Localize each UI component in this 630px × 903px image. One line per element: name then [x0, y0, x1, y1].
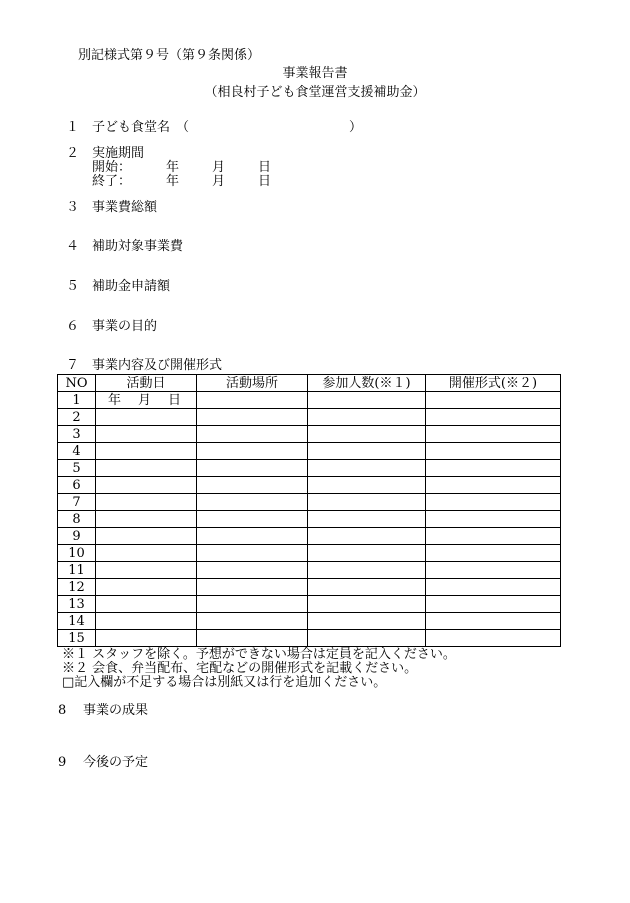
activity-date-cell[interactable]: [96, 426, 197, 443]
activity-date-cell[interactable]: [96, 562, 197, 579]
activity-place-cell[interactable]: [197, 392, 308, 409]
format-cell[interactable]: [426, 511, 561, 528]
column-header-format: 開催形式(※２): [426, 375, 561, 392]
activity-date-cell[interactable]: [96, 511, 197, 528]
section-number: ２: [66, 146, 80, 161]
table-row: [58, 545, 561, 562]
name-paren-open: （: [176, 120, 190, 135]
section-activity-details: [66, 359, 222, 374]
section-future-plans: [58, 756, 148, 771]
table-body: [58, 392, 561, 647]
section-number: 8: [58, 703, 67, 718]
activity-date-cell[interactable]: [96, 545, 197, 562]
row-number-cell: 15: [58, 630, 96, 647]
format-cell[interactable]: [426, 409, 561, 426]
format-cell[interactable]: [426, 392, 561, 409]
table-row: [58, 392, 561, 409]
activity-place-cell[interactable]: [197, 545, 308, 562]
row-number-cell: 2: [58, 409, 96, 426]
section-number: ６: [66, 319, 80, 334]
row-number-cell: 11: [58, 562, 96, 579]
footnote-format: ※２ 会食、弁当配布、宅配などの開催形式を記載ください。: [62, 661, 418, 676]
section-label: 補助対象事業費: [92, 239, 184, 254]
activity-place-cell[interactable]: [197, 494, 308, 511]
table-row: [58, 528, 561, 545]
row-number-cell: 14: [58, 613, 96, 630]
table-row: [58, 460, 561, 477]
table-row: [58, 494, 561, 511]
period-end-row: [92, 175, 271, 190]
participants-cell[interactable]: [308, 579, 426, 596]
participants-cell[interactable]: [308, 409, 426, 426]
row-number-cell: 4: [58, 443, 96, 460]
activity-place-cell[interactable]: [197, 579, 308, 596]
participants-cell[interactable]: [308, 494, 426, 511]
year-unit: 年: [166, 174, 180, 189]
column-header-participants: 参加人数(※１): [308, 375, 426, 392]
table-row: [58, 477, 561, 494]
activity-date-cell[interactable]: [96, 477, 197, 494]
participants-cell[interactable]: [308, 613, 426, 630]
format-cell[interactable]: [426, 426, 561, 443]
table-row: [58, 579, 561, 596]
table-row: [58, 409, 561, 426]
section-number: ３: [66, 200, 80, 215]
activity-table: [57, 374, 561, 647]
table-row: [58, 630, 561, 647]
activity-place-cell[interactable]: [197, 630, 308, 647]
format-cell[interactable]: [426, 477, 561, 494]
activity-date-cell[interactable]: [96, 528, 197, 545]
row-number-cell: 12: [58, 579, 96, 596]
name-paren-close: ）: [349, 120, 363, 135]
section-eligible-cost: [66, 240, 183, 255]
participants-cell[interactable]: [308, 511, 426, 528]
document-subtitle: （相良村子ども食堂運営支援補助金）: [204, 85, 426, 100]
table-row: [58, 562, 561, 579]
section-number: ５: [66, 279, 80, 294]
section-label: 事業内容及び開催形式: [92, 358, 223, 373]
section-label: 事業の成果: [83, 703, 149, 718]
table-header-row: [58, 375, 561, 392]
format-cell[interactable]: [426, 545, 561, 562]
activity-date-cell[interactable]: [96, 630, 197, 647]
format-cell[interactable]: [426, 562, 561, 579]
activity-place-cell[interactable]: [197, 613, 308, 630]
table-row: [58, 443, 561, 460]
day-unit: 日: [258, 160, 272, 175]
section-number: １: [66, 120, 80, 135]
footnote-participants: ※１ スタッフを除く。予想ができない場合は定員を記入ください。: [62, 647, 456, 662]
row-number-cell: 6: [58, 477, 96, 494]
year-unit: 年: [166, 160, 180, 175]
year-unit: 年: [108, 392, 122, 408]
activity-place-cell[interactable]: [197, 477, 308, 494]
section-label: 事業の目的: [92, 319, 158, 334]
row-number-cell: 10: [58, 545, 96, 562]
section-label: 補助金申請額: [92, 279, 171, 294]
column-header-place: 活動場所: [197, 375, 308, 392]
activity-date-cell[interactable]: [96, 443, 197, 460]
section-results: [58, 704, 148, 719]
activity-date-cell[interactable]: [96, 392, 197, 409]
participants-cell[interactable]: [308, 460, 426, 477]
participants-cell[interactable]: [308, 596, 426, 613]
activity-place-cell[interactable]: [197, 528, 308, 545]
format-cell[interactable]: [426, 460, 561, 477]
participants-cell[interactable]: [308, 392, 426, 409]
section-number: ７: [66, 358, 80, 373]
document-title: 事業報告書: [282, 66, 348, 81]
table-row: [58, 613, 561, 630]
table-row: [58, 426, 561, 443]
period-start-label: 開始：: [92, 160, 132, 175]
day-unit: 日: [258, 174, 272, 189]
column-header-date: 活動日: [96, 375, 197, 392]
activity-place-cell[interactable]: [197, 443, 308, 460]
section-cafeteria-name: [66, 121, 362, 136]
row-number-cell: 13: [58, 596, 96, 613]
footnote-add-rows: □記入欄が不足する場合は別紙又は行を追加ください。: [62, 675, 387, 690]
activity-place-cell[interactable]: [197, 426, 308, 443]
section-subsidy-amount: [66, 280, 170, 295]
format-cell[interactable]: [426, 630, 561, 647]
day-unit: 日: [168, 392, 182, 408]
participants-cell[interactable]: [308, 630, 426, 647]
activity-date-cell[interactable]: [96, 409, 197, 426]
section-label: 今後の予定: [83, 755, 149, 770]
section-label: 事業費総額: [92, 200, 158, 215]
activity-date-cell[interactable]: [96, 596, 197, 613]
row-number-cell: 9: [58, 528, 96, 545]
participants-cell[interactable]: [308, 443, 426, 460]
table-row: [58, 511, 561, 528]
column-header-no: NO: [58, 375, 96, 392]
row-number-cell: 7: [58, 494, 96, 511]
activity-date-cell[interactable]: [96, 613, 197, 630]
month-unit: 月: [212, 160, 226, 175]
section-total-cost: [66, 201, 157, 216]
format-cell[interactable]: [426, 443, 561, 460]
participants-cell[interactable]: [308, 477, 426, 494]
participants-cell[interactable]: [308, 562, 426, 579]
row-number-cell: 5: [58, 460, 96, 477]
format-cell[interactable]: [426, 596, 561, 613]
participants-cell[interactable]: [308, 545, 426, 562]
month-unit: 月: [138, 392, 152, 408]
activity-date-cell[interactable]: [96, 579, 197, 596]
section-purpose: [66, 320, 157, 335]
activity-place-cell[interactable]: [197, 596, 308, 613]
format-cell[interactable]: [426, 579, 561, 596]
section-number: ４: [66, 239, 80, 254]
row-number-cell: 1: [58, 392, 96, 409]
period-end-label: 終了：: [92, 174, 132, 189]
format-cell[interactable]: [426, 528, 561, 545]
activity-place-cell[interactable]: [197, 460, 308, 477]
section-number: 9: [58, 755, 67, 770]
format-cell[interactable]: [426, 613, 561, 630]
table-row: [58, 596, 561, 613]
row-number-cell: 3: [58, 426, 96, 443]
section-label: 子ども食堂名: [92, 120, 171, 135]
month-unit: 月: [212, 174, 226, 189]
participants-cell[interactable]: [308, 426, 426, 443]
activity-place-cell[interactable]: [197, 511, 308, 528]
activity-place-cell[interactable]: [197, 409, 308, 426]
activity-place-cell[interactable]: [197, 562, 308, 579]
section-label: 実施期間: [92, 146, 145, 161]
activity-date-cell[interactable]: [96, 494, 197, 511]
form-number: 別記様式第９号（第９条関係）: [78, 48, 261, 63]
format-cell[interactable]: [426, 494, 561, 511]
row-number-cell: 8: [58, 511, 96, 528]
participants-cell[interactable]: [308, 528, 426, 545]
activity-date-cell[interactable]: [96, 460, 197, 477]
